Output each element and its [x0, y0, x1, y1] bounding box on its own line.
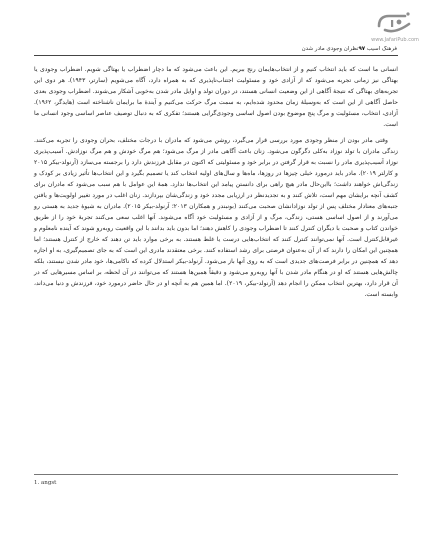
- body-text: [34, 64, 398, 300]
- publisher-logo: [372, 10, 418, 44]
- page-header: [0, 4, 431, 54]
- footnote-rule: [34, 474, 398, 475]
- running-head-title: نظران وجودی مادر شدن: [301, 46, 359, 52]
- footnote: 1. angst: [34, 480, 57, 486]
- page-number: ۹۷: [358, 46, 366, 52]
- header-rule: [34, 55, 398, 56]
- running-head-prefix: فرهنگ اسیب‌: [365, 46, 397, 52]
- paragraph-2: وقتی مادر بودن از منظر وجودی مورد بررسی قرار می‌گیرد، روشن می‌شود که مادران با درجات مختلف، بحران وجودی را تجربه می‌کنند. زندگی مادران با تولد نوزاد به‌کلی دگرگون می‌شود. زنان باعث آگاهی مادر از مرگ می‌شود؛ هم مرگ خودش و هم مرگ نوزادش. آسیب‌پذیری نوزاد آسیب‌پذیری مادر را نسبت به قرار گرفتن در برابر خود و مسئولیتی که اکنون در مقابل فرزندش دارد را برجسته می‌سازد (آرنولد-بیکر ۲۰۱۵ و کارلتر ۲۰۱۹). مادر باید درمورد خیلی چیزها در روزها، ماه‌ها و سال‌های اولیه انتخاب کند یا تصمیم بگیرد و این انتخاب‌ها تأثیر زیادی بر کودک و زندگی‌اش خواهند داشت؛ بااین‌حال مادر هیچ راهی برای دانستن پیامد این انتخاب‌ها ندارد. همهٔ این عوامل با هم سبب می‌شود که مادران برای کشف آنچه برایشان مهم است، تلاش کنند و به تجدیدنظر در ارزیابی مجدد خود و زندگی‌شان بپردازند. زنان اغلب در مورد تغییر اولویت‌ها و یافتن جنبه‌های معنادار مختلف پس از تولد نوزادانشان صحبت می‌کنند (بونبندر و همکاران ۲۰۱۳؛ آرنولد-بیکر ۲۰۱۵). مادران به شیوهٔ جدید به هستی رو می‌آورند و از اصول اساسی هستی، زندگی، مرگ و از آزادی و مسئولیت خود آگاه می‌شوند. آنها اغلب سعی می‌کنند تجربهٔ خود را از طریق خواندن کتاب و صحبت با دیگران کنترل کنند تا اضطراب وجودی را کاهش دهند؛ اما بدون باید بدانند با این واقعیت روبه‌رو شوند که آینده نامعلوم و غیرقابل‌کنترل است. آنها نمی‌توانند کنترل کنند که انتخاب‌هایی درست یا غلط هستند. به برخی موارد باید تن دهند که خارج از کنترل هستند؛ اما همچنین این امکان را دارند که از آن به‌عنوان فرصتی برای رشد استفاده کنند. برخی معتقدند مادری این است که به جای تصمیم‌گیری، به او اجازه دهد که همچنین در برابر فرصت‌های جدیدی است که به روی آنها باز می‌شود. آرنولد-بیکر استدلال کرده که ناکامی‌ها، خود مادر شدن نیستند، بلکه چالش‌هایی هستند که او در هنگام مادر شدن با آنها روبه‌رو می‌شود و دقیقاً همین‌ها هستند که می‌توانند در آن لحظه، بر اساس مسیرهایی که در آن قرار دارد، بهترین انتخاب ممکن را انجام دهد (آرنولد-بیکر، ۲۰۱۹). اما همین هم به آنچه او در حال حاضر درمورد خود، فرزندش و دنیا می‌داند، وابسته است.: [34, 137, 398, 298]
- publisher-url: www.JafariPub.com: [371, 37, 419, 43]
- paragraph-1: انسانی ما است که باید انتخاب کنیم و از انتخاب‌هایمان رنج ببریم. این باعث می‌شود که ما دچار اضطراب یا بهتاگی شویم. اضطراب وجودی یا بهتاگی نیز زمانی تجربه می‌شود که از آزادی خود و مسئولیت اجتناب‌ناپذیری که به همراه دارد، آگاه می‌شویم (سارتر، ۱۹۴۳). هر دوی این تجربه‌های بهتاگی که نتیجهٔ آگاهی از این وضعیت انسانی هستند، در دوران تولد و اوایل مادر شدن به‌خوبی آشکار می‌شوند. اضطراب وجودی بعدی حاصل آگاهی از این است که به‌وسیلهٔ زمان محدود شده‌ایم، به سمت مرگ حرکت می‌کنیم و آیندهٔ ما برایمان ناشناخته است (هایدگر، ۱۹۶۲). آزادی، انتخاب، مسئولیت و مرگ پنج موضوع بودن اصول اساسی وجودی‌گرایی هستند؛ تفکری که به دنبال توصیف عناصر اساسی وجود انسانی ما است.: [34, 66, 398, 128]
- publisher-logo-icon: [375, 10, 415, 36]
- running-head: [200, 46, 397, 52]
